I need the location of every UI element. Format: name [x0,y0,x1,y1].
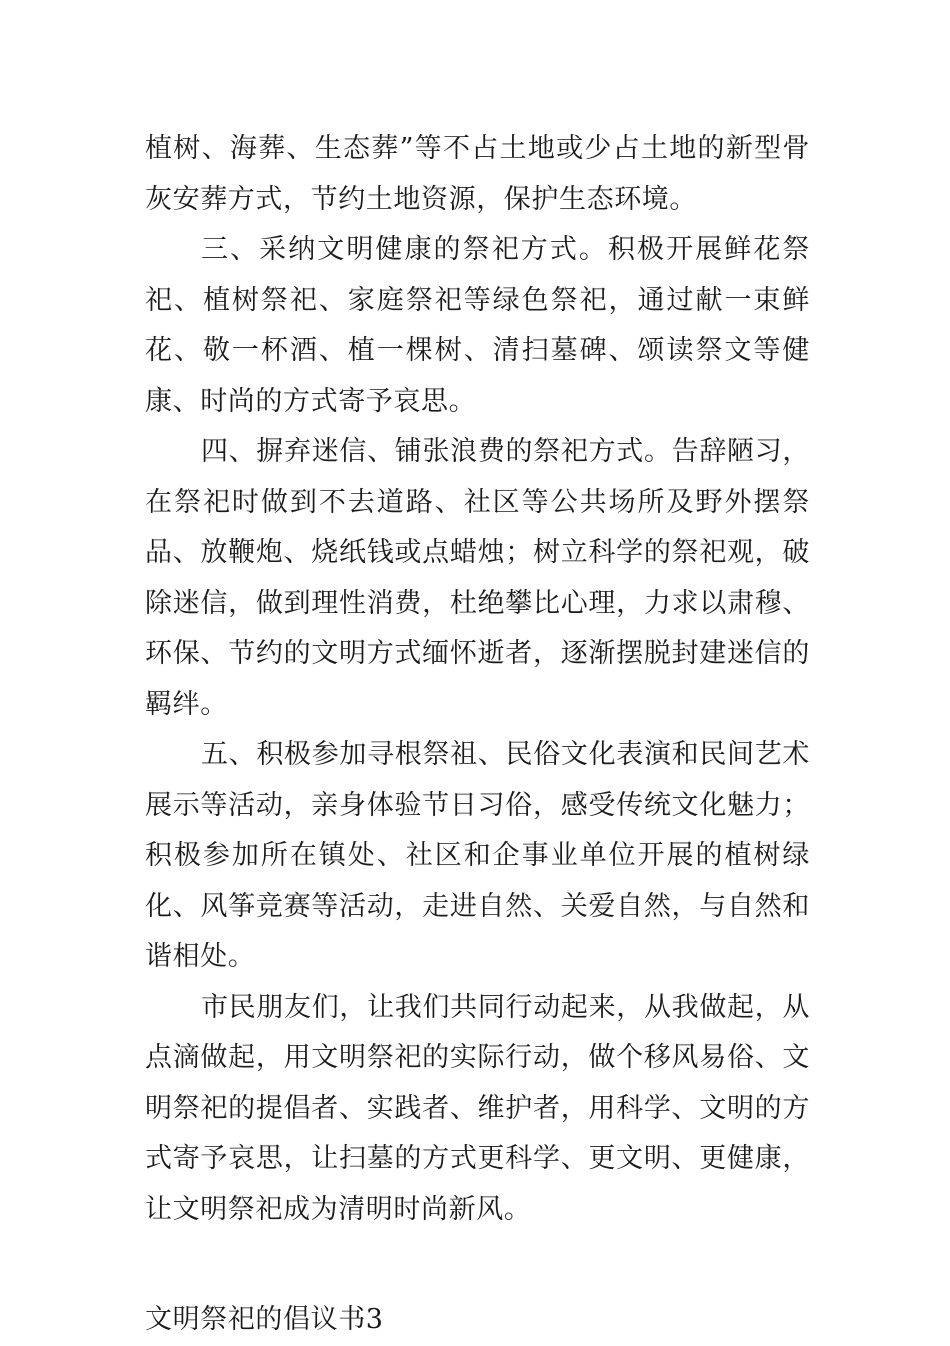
document-page [145,124,810,1346]
section-heading: 文明祭祀的倡议书3 [145,1304,384,1335]
paragraph-item-4: 四、摒弃迷信、铺张浪费的祭祀方式。告辞陋习，在祭祀时做到不去道路、社区等公共场所及野外摆祭品、放鞭炮、烧纸钱或点蜡烛；树立科学的祭祀观，破除迷信，做到理性消费，杜绝攀比心理，力求以肃穆、环保、节约的文明方式缅怀逝者，逐渐摆脱封建迷信的羁绊。 [145,436,810,720]
paragraph-item-3: 三、采纳文明健康的祭祀方式。积极开展鲜花祭祀、植树祭祀、家庭祭祀等绿色祭祀，通过献一束鲜花、敬一杯酒、植一棵树、清扫墓碑、颂读祭文等健康、时尚的方式寄予哀思。 [145,234,810,417]
paragraph-closing: 市民朋友们，让我们共同行动起来，从我做起，从点滴做起，用文明祭祀的实际行动，做个移风易俗、文明祭祀的提倡者、实践者、维护者，用科学、文明的方式寄予哀思，让扫墓的方式更科学、更文明、更健康，让文明祭祀成为清明时尚新风。 [145,991,810,1225]
paragraph-continuation: 植树、海葬、生态葬”等不占土地或少占土地的新型骨灰安葬方式，节约土地资源，保护生态环境。 [145,133,810,215]
paragraph-item-5: 五、积极参加寻根祭祖、民俗文化表演和民间艺术展示等活动，亲身体验节日习俗，感受传统文化魅力；积极参加所在镇处、社区和企事业单位开展的植树绿化、风筝竞赛等活动，走进自然、关爱自然，与自然和谐相处。 [145,739,810,972]
